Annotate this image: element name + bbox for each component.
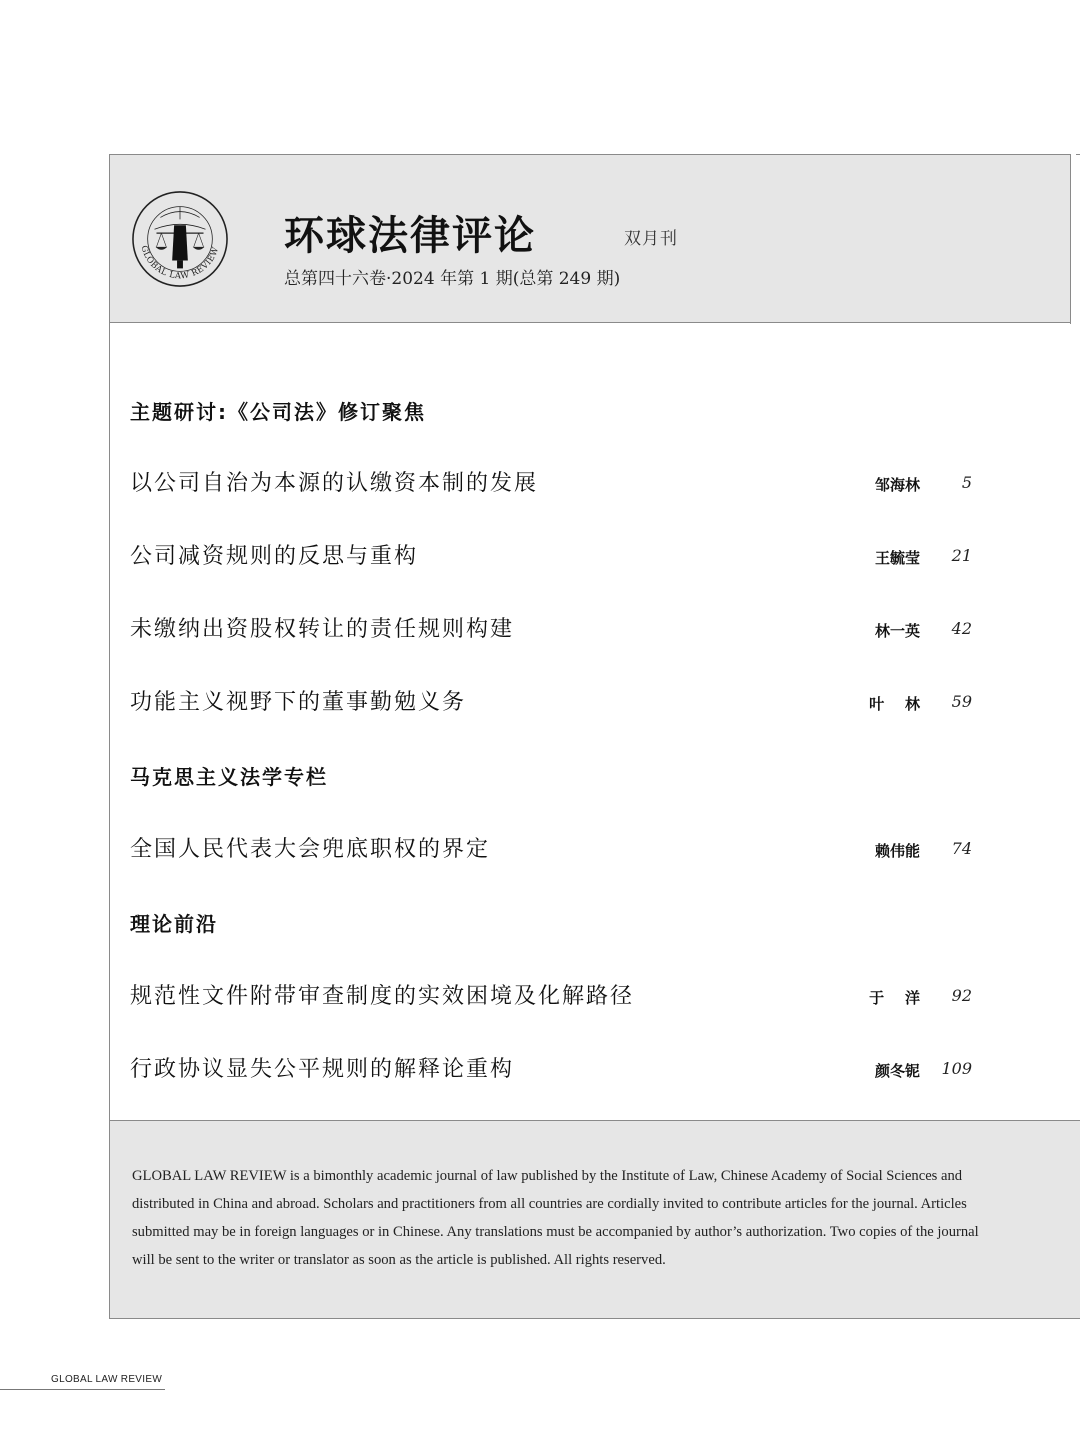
article-page: 5 [961, 473, 972, 492]
article-title[interactable]: 未缴纳出资股权转让的责任规则构建 [130, 617, 515, 642]
article-author: 林一英 [874, 622, 920, 640]
masthead-box [109, 154, 1071, 323]
article-author: 赖伟能 [874, 842, 920, 860]
article-title[interactable]: 公司减资规则的反思与重构 [130, 544, 419, 569]
article-author: 于 洋 [869, 989, 920, 1007]
article-author: 叶 林 [869, 695, 920, 713]
journal-title: 环球法律评论 [284, 213, 536, 259]
logo-ring-text: GLOBAL LAW REVIEW [139, 244, 221, 281]
article-title[interactable]: 行政协议显失公平规则的解释论重构 [130, 1057, 515, 1082]
article-title[interactable]: 全国人民代表大会兜底职权的界定 [130, 837, 491, 862]
article-page: 74 [951, 839, 972, 858]
section-heading: 主题研讨:《公司法》修订聚焦 [130, 400, 426, 424]
edge-tick [1076, 154, 1080, 155]
journal-logo-icon [131, 190, 229, 288]
article-page: 109 [941, 1059, 972, 1078]
left-rule [109, 323, 110, 1120]
article-author: 王毓莹 [874, 549, 920, 567]
frequency-label: 双月刊 [624, 229, 678, 249]
section-heading: 马克思主义法学专栏 [130, 765, 328, 789]
section-heading: 理论前沿 [130, 912, 218, 936]
article-author: 颜冬铌 [874, 1062, 920, 1080]
article-page: 92 [951, 986, 972, 1005]
running-title: GLOBAL LAW REVIEW [51, 1374, 163, 1385]
article-page: 42 [951, 619, 972, 638]
article-title[interactable]: 规范性文件附带审查制度的实效困境及化解路径 [130, 984, 635, 1009]
article-title[interactable]: 以公司自治为本源的认缴资本制的发展 [130, 471, 539, 496]
article-title[interactable]: 功能主义视野下的董事勤勉义务 [130, 690, 467, 715]
journal-statement: GLOBAL LAW REVIEW is a bimonthly academic journal of law published by the Institute of Law, Chinese Academy of Social Sciences and distributed in China and abroad. Scholars and practitioners from all countries are cordially invited to contribute articles for the journal. Articles submitted may be in foreign languages or in Chinese. Any translations must be accompanied by author’s authorization. Two copies of the journal will be sent to the writer or translator as soon as the article is published. All rights reserved. [132, 1168, 979, 1268]
running-rule [0, 1389, 165, 1390]
article-page: 59 [951, 692, 972, 711]
article-page: 21 [951, 546, 972, 565]
article-author: 邹海林 [874, 476, 920, 494]
issue-line: 总第四十六卷·2024 年第 1 期(总第 249 期) [284, 269, 621, 289]
